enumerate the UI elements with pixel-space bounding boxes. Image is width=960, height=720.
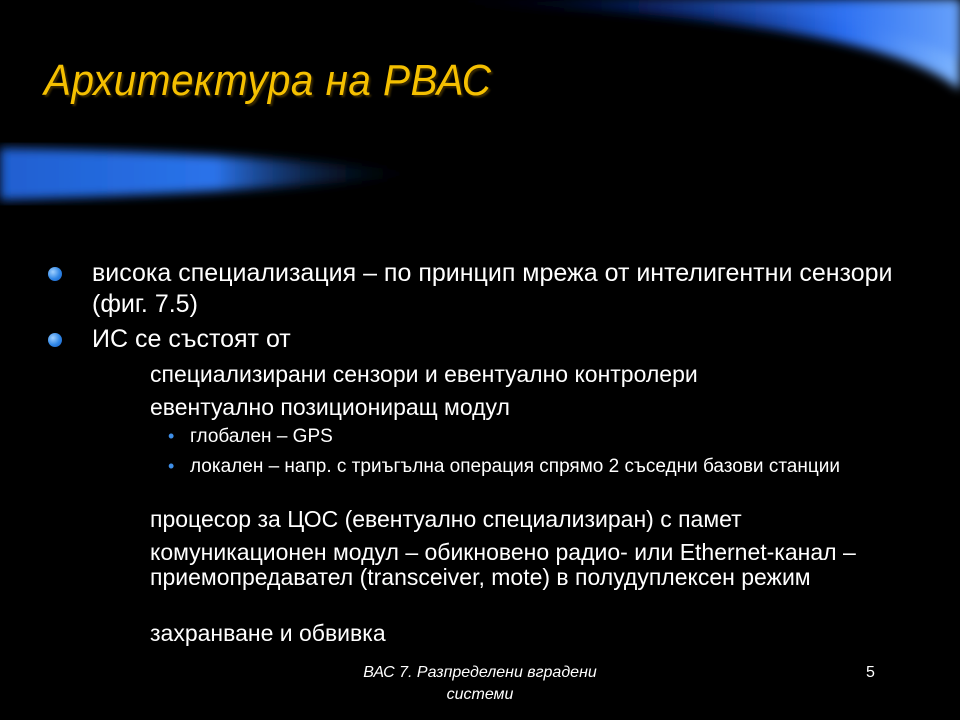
- list-item: [168, 456, 928, 477]
- bullet-diamond-icon: [120, 621, 150, 653]
- bullet-diamond-icon: [120, 395, 150, 427]
- list-item-text: специализирани сензори и евентуално контролери: [150, 361, 698, 387]
- list-item-text: евентуално позициониращ модул: [150, 394, 510, 420]
- list-item: [48, 324, 908, 355]
- bullet-diamond-icon: [120, 362, 150, 394]
- slide-title: Архитектура на РВАС: [44, 56, 492, 105]
- list-item-text: процесор за ЦОС (евентуално специализиран) с памет: [150, 506, 742, 532]
- list-item: [168, 426, 928, 447]
- bullet-diamond-icon: [120, 540, 150, 572]
- list-item-text: висока специализация – по принцип мрежа от интелигентни сензори (фиг. 7.5): [92, 259, 893, 318]
- footer-text: ВАС 7. Разпределени вградени системи: [363, 664, 597, 703]
- bullet-dot-icon: [48, 258, 92, 281]
- list-item-text: захранване и обвивка: [150, 620, 386, 646]
- list-item-text: комуникационен модул – обикновено радио- или Ethernet-канал – приемопредавател (transceiver, mote) в полудуплексен режим: [150, 539, 856, 590]
- page-number: 5: [866, 664, 875, 681]
- list-item-text: локален – напр. с триъгълна операция спрямо 2 съседни базови станции: [190, 456, 840, 477]
- bullet-diamond-icon: [120, 507, 150, 539]
- bullet-small-icon: •: [168, 456, 175, 476]
- list-item: [120, 540, 920, 590]
- list-item-text: глобален – GPS: [190, 426, 333, 447]
- list-item: [48, 258, 908, 320]
- bullet-dot-icon: [48, 324, 92, 347]
- bullet-small-icon: •: [168, 426, 175, 446]
- list-item: [120, 507, 920, 539]
- list-item: [120, 362, 920, 394]
- list-item-text: ИС се състоят от: [92, 325, 291, 353]
- list-item: [120, 621, 920, 653]
- list-item: [120, 395, 920, 427]
